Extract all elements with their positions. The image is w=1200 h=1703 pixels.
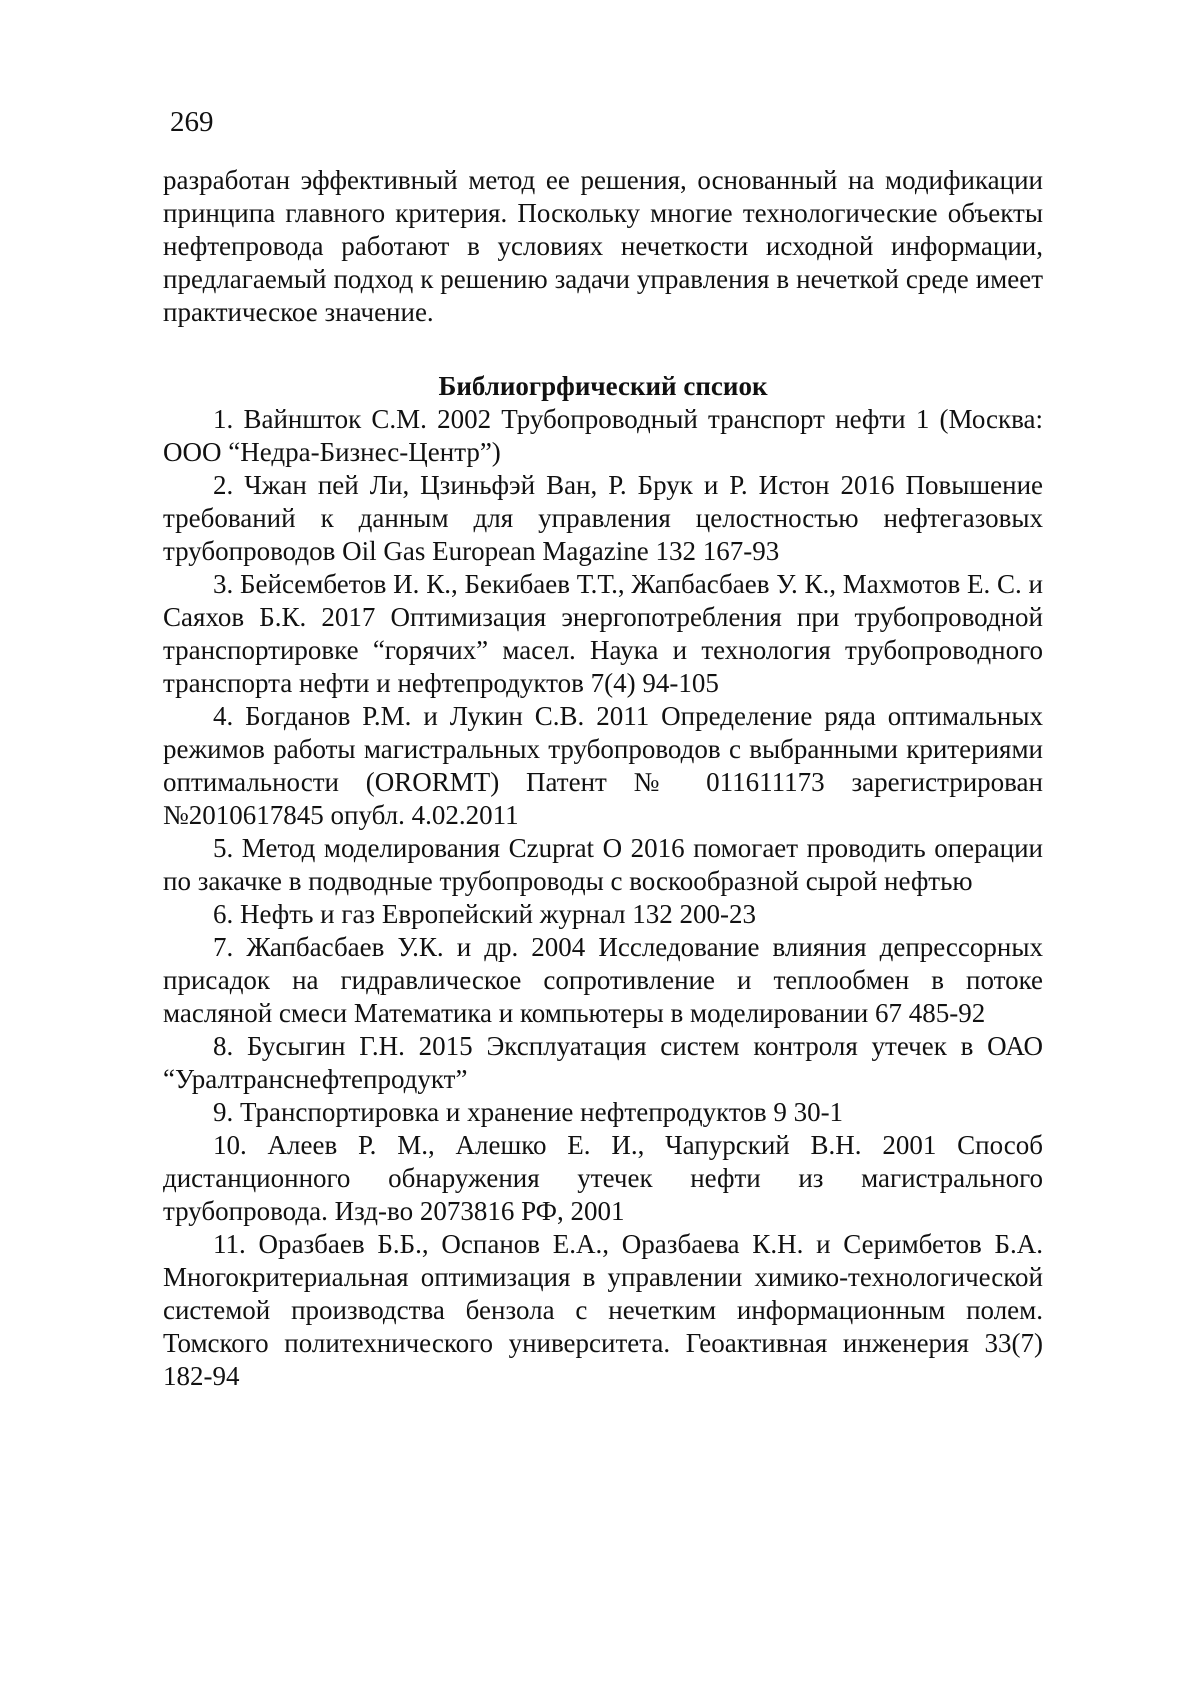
- page-content: [163, 164, 1043, 1393]
- bibliography-item: 6. Нефть и газ Европейский журнал 132 200-23: [213, 899, 757, 929]
- page-number: 269: [170, 106, 214, 138]
- bibliography-item: 9. Транспортировка и хранение нефтепродуктов 9 30-1: [213, 1097, 844, 1127]
- bibliography-item: 4. Богданов Р.М. и Лукин С.В. 2011 Определение ряда оптимальных режимов работы магистральных трубопроводов с выбранными критериями оптимальности (ORORMT) Патент № 011611173 зарегистрирован №2010617845 опубл. 4.02.2011: [163, 701, 1043, 830]
- bibliography-item: 11. Оразбаев Б.Б., Оспанов Е.А., Оразбаева К.Н. и Серимбетов Б.А. Многокритериальная оптимизация в управлении химико-технологической системой производства бензола с нечетким информационным полем. Томского политехнического университета. Геоактивная инженерия 33(7) 182-94: [163, 1229, 1043, 1391]
- bibliography-item: 10. Алеев Р. М., Алешко Е. И., Чапурский В.Н. 2001 Способ дистанционного обнаружения утечек нефти из магистрального трубопровода. Изд-во 2073816 РФ, 2001: [163, 1130, 1043, 1226]
- intro-paragraph: разработан эффективный метод ее решения, основанный на модификации принципа главного критерия. Поскольку многие технологические объекты нефтепровода работают в условиях нечеткости исходной информации, предлагаемый подход к решению задачи управления в нечеткой среде имеет практическое значение.: [163, 165, 1043, 327]
- bibliography-list: [163, 403, 1043, 1393]
- bibliography-item: 7. Жапбасбаев У.К. и др. 2004 Исследование влияния депрессорных присадок на гидравлическое сопротивление и теплообмен в потоке масляной смеси Математика и компьютеры в моделировании 67 485-92: [163, 932, 1043, 1028]
- bibliography-item: 2. Чжан пей Ли, Цзиньфэй Ван, Р. Брук и Р. Истон 2016 Повышение требований к данным для управления целостностью нефтегазовых трубопроводов Oil Gas European Magazine 132 167-93: [163, 470, 1043, 566]
- bibliography-item: 3. Бейсембетов И. К., Бекибаев Т.Т., Жапбасбаев У. К., Махмотов Е. С. и Саяхов Б.К. 2017 Оптимизация энергопотребления при трубопроводной транспортировке “горячих” масел. Наука и технология трубопроводного транспорта нефти и нефтепродуктов 7(4) 94-105: [163, 569, 1043, 698]
- bibliography-item: 1. Вайншток С.М. 2002 Трубопроводный транспорт нефти 1 (Москва: ООО “Недра-Бизнес-Центр”): [163, 404, 1043, 467]
- bibliography-item: 8. Бусыгин Г.Н. 2015 Эксплуатация систем контроля утечек в ОАО “Уралтранснефтепродукт”: [163, 1031, 1043, 1094]
- bibliography-item: 5. Метод моделирования Czuprat O 2016 помогает проводить операции по закачке в подводные трубопроводы с воскообразной сырой нефтью: [163, 833, 1043, 896]
- bibliography-title: Библиогрфический спсиок: [438, 371, 768, 401]
